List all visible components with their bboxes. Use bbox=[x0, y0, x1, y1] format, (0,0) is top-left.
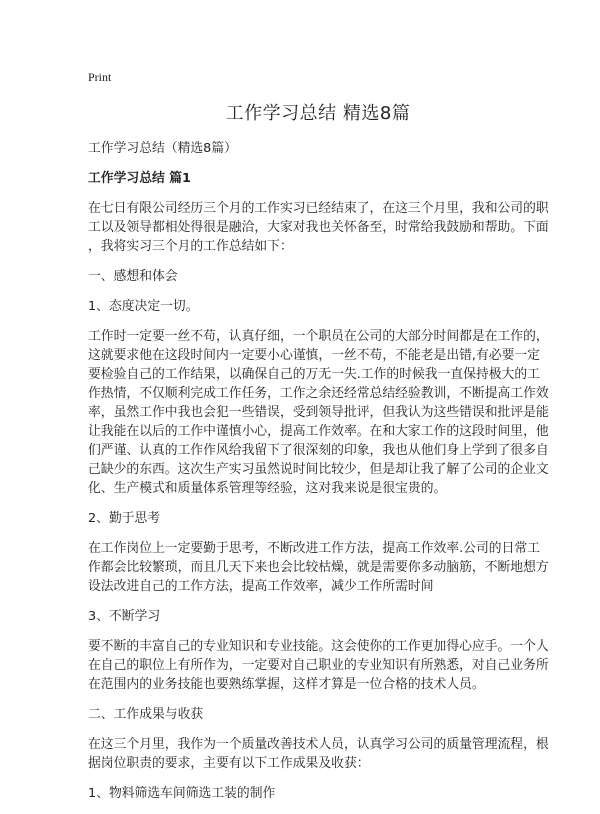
paragraph bbox=[88, 735, 549, 773]
paragraph-line: 在七日有限公司经历三个月的工作实习已经结束了，在这三个月里，我和公司的职 bbox=[88, 201, 549, 216]
paragraph bbox=[88, 199, 549, 256]
document-page bbox=[88, 70, 549, 814]
paragraph-line: 在范围内的业务技能也要熟练掌握，这样才算是一位合格的技术人员。 bbox=[88, 677, 485, 692]
paragraph bbox=[88, 637, 549, 694]
paragraph bbox=[88, 327, 549, 498]
paragraph-line: 在这三个月里，我作为一个质量改善技术人员，认真学习公司的质量管理流程，根 bbox=[88, 737, 549, 752]
paragraph-line: 率，虽然工作中我也会犯一些错误，受到领导批评，但我认为这些错误和批评是能 bbox=[88, 405, 549, 420]
paragraph-line: 要不断的丰富自己的专业知识和专业技能。这会使你的工作更加得心应手。一个人 bbox=[88, 639, 549, 654]
paragraph bbox=[88, 297, 528, 316]
paragraph-line: 作都会比较繁琐，而且几天下来也会比较枯燥，就是需要你多动脑筋，不断地想方 bbox=[88, 560, 549, 575]
paragraph-line: 在工作岗位上一定要勤于思考，不断改进工作方法，提高工作效率.公司的日常工 bbox=[88, 541, 540, 556]
paragraph-line: 让我能在以后的工作中谨慎小心，提高工作效率。在和大家工作的这段时间里，他 bbox=[88, 424, 549, 439]
paragraph bbox=[88, 607, 528, 626]
paragraph-line: 这就要求他在这段时间内一定要小心谨慎，一丝不苟，不能老是出错,有必要一定 bbox=[88, 348, 540, 363]
paragraph bbox=[88, 784, 528, 803]
paragraph-line: 们严谨、认真的工作作风给我留下了很深刻的印象，我也从他们身上学到了很多自 bbox=[88, 443, 549, 458]
paragraph-line: 1、物料筛选车间筛选工装的制作 bbox=[88, 786, 276, 801]
paragraph-line: 2、勤于思考 bbox=[88, 511, 161, 526]
paragraph bbox=[88, 509, 528, 528]
paragraph-line: 二、工作成果与收获 bbox=[88, 707, 204, 722]
paragraph bbox=[88, 267, 528, 286]
paragraph bbox=[88, 539, 549, 596]
paragraph bbox=[88, 705, 528, 724]
paragraph-line: 设法改进自己的工作方法，提高工作效率，减少工作所需时间 bbox=[88, 579, 434, 594]
paragraph-line: 一、感想和体会 bbox=[88, 269, 178, 284]
paragraph-line: ，我将实习三个月的工作总结如下： bbox=[88, 239, 293, 254]
paragraph-line: 作热情，不仅顺利完成工作任务，工作之余还经常总结经验教训，不断提高工作效 bbox=[88, 386, 549, 401]
paragraph-line: 据岗位职责的要求，主要有以下工作成果及收获： bbox=[88, 756, 370, 771]
document-subtitle: 工作学习总结（精选8篇） bbox=[88, 141, 237, 156]
paragraph-line: 己缺少的东西。这次生产实习虽然说时间比较少，但是却让我了解了公司的企业文 bbox=[88, 462, 549, 477]
paragraph-line: 工作时一定要一丝不苟，认真仔细，一个职员在公司的大部分时间都是在工作的， bbox=[88, 329, 549, 344]
document-body bbox=[88, 199, 549, 803]
paragraph-line: 1、态度决定一切。 bbox=[88, 299, 199, 314]
document-title: 工作学习总结 精选8篇 bbox=[225, 103, 411, 124]
paragraph-line: 工以及领导都相处得很是融洽，大家对我也关怀备至，时常给我鼓励和帮助。下面 bbox=[88, 220, 549, 235]
paragraph-line: 化、生产模式和质量体系管理等经验，这对我来说是很宝贵的。 bbox=[88, 481, 447, 496]
section-heading: 工作学习总结 篇1 bbox=[88, 171, 191, 186]
paragraph-line: 3、不断学习 bbox=[88, 609, 161, 624]
paragraph-line: 在自己的职位上有所作为，一定要对自己职业的专业知识有所熟悉，对自己业务所 bbox=[88, 658, 549, 673]
paragraph-line: 要检验自己的工作结果，以确保自己的万无一失.工作的时候我一直保持极大的工 bbox=[88, 367, 540, 382]
print-link[interactable]: Print bbox=[88, 70, 112, 84]
